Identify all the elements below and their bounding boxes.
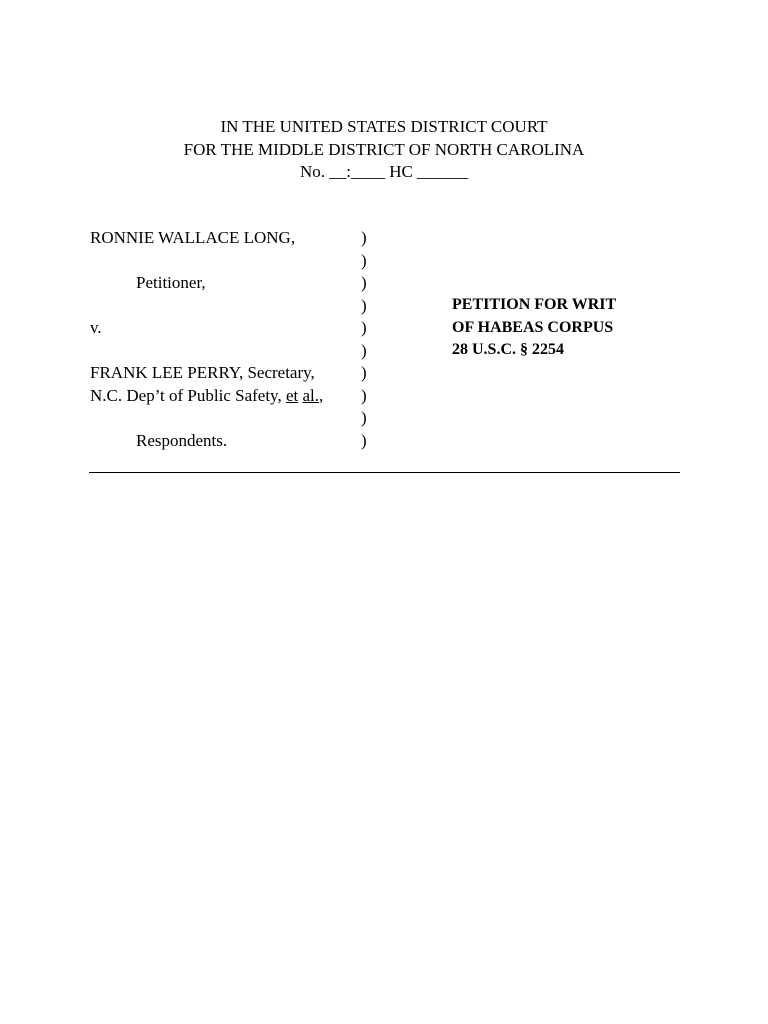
separator-paren: ) (361, 273, 367, 292)
blank-line (90, 250, 360, 273)
respondent-agency-text: N.C. Dep’t of Public Safety, (90, 385, 286, 405)
separator-paren: ) (361, 430, 367, 450)
petitioner-name: RONNIE WALLACE LONG, (90, 228, 296, 247)
separator-paren: ) (361, 318, 367, 337)
separator-paren: ) (361, 250, 367, 270)
court-name: IN THE UNITED STATES DISTRICT COURT (220, 117, 548, 136)
blank-line (90, 340, 360, 363)
court-caption (0, 116, 768, 184)
blank-line (90, 295, 360, 318)
versus: v. (90, 318, 102, 337)
caption-separator-column (361, 227, 381, 452)
horizontal-rule (89, 472, 680, 473)
party-block (90, 227, 360, 452)
agency-comma: , (319, 385, 324, 405)
petitioner-label: Petitioner, (136, 273, 206, 292)
respondent-label: Respondents. (136, 430, 228, 450)
document-title (452, 294, 692, 362)
separator-paren: ) (361, 228, 367, 247)
respondent-name: FRANK LEE PERRY, Secretary, (90, 363, 315, 382)
separator-paren: ) (361, 340, 367, 360)
separator-paren: ) (361, 363, 367, 382)
title-line-1: PETITION FOR WRIT (452, 296, 617, 313)
separator-paren: ) (361, 408, 367, 427)
statute-citation: 28 U.S.C. § 2254 (452, 341, 565, 358)
case-number: No. __:____ HC ______ (299, 162, 469, 181)
separator-paren: ) (361, 385, 367, 405)
blank-line (90, 407, 360, 430)
al-text: al. (302, 385, 320, 405)
title-line-2: OF HABEAS CORPUS (452, 318, 614, 336)
et-text: et (285, 385, 299, 405)
respondent-agency (90, 385, 360, 408)
separator-paren: ) (361, 295, 367, 315)
court-district: FOR THE MIDDLE DISTRICT OF NORTH CAROLINA (183, 139, 585, 159)
